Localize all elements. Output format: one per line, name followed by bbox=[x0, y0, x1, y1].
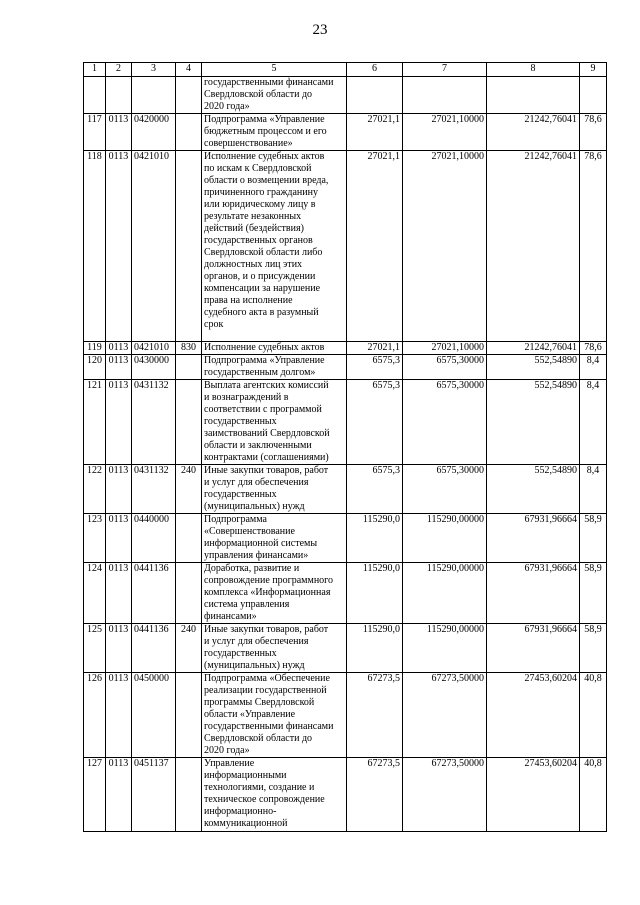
planned-amount-cell: 6575,3 bbox=[347, 465, 403, 514]
executed-amount-cell: 67931,96664 bbox=[487, 514, 580, 563]
execution-percent-cell: 78,6 bbox=[580, 342, 607, 355]
execution-percent-cell: 58,9 bbox=[580, 514, 607, 563]
description-line: техническое сопровождение bbox=[204, 794, 325, 805]
row-number-cell: 118 bbox=[84, 151, 106, 342]
execution-percent-cell: 40,8 bbox=[580, 758, 607, 832]
description-line: причиненного гражданину bbox=[204, 187, 318, 198]
description-line: 2020 года» bbox=[204, 101, 250, 112]
page-number: 23 bbox=[312, 22, 328, 38]
description-line: государственным долгом» bbox=[204, 367, 316, 378]
target-article-cell: 0440000 bbox=[132, 514, 176, 563]
planned-amount-cell bbox=[347, 77, 403, 114]
executed-amount-cell: 67931,96664 bbox=[487, 624, 580, 673]
target-article-cell: 0430000 bbox=[132, 355, 176, 380]
table-row bbox=[84, 673, 607, 758]
executed-amount-cell: 552,54890 bbox=[487, 355, 580, 380]
table-row bbox=[84, 465, 607, 514]
executed-amount-cell: 67931,96664 bbox=[487, 563, 580, 624]
description-line: и услуг для обеспечения bbox=[204, 636, 309, 647]
column-number: 8 bbox=[487, 63, 580, 77]
table-row bbox=[84, 77, 607, 114]
description-line: компенсации за нарушение bbox=[204, 283, 321, 294]
planned-amount-cell: 67273,5 bbox=[347, 673, 403, 758]
planned-amount-cell: 6575,3 bbox=[347, 355, 403, 380]
target-article-cell: 0431132 bbox=[132, 465, 176, 514]
description-line: Исполнение судебных актов bbox=[204, 151, 325, 162]
description-line: государственных органов bbox=[204, 235, 313, 246]
description-line: «Совершенствование bbox=[204, 526, 295, 537]
description-cell bbox=[202, 355, 347, 380]
revised-amount-cell: 115290,00000 bbox=[403, 514, 487, 563]
execution-percent-cell: 8,4 bbox=[580, 355, 607, 380]
executed-amount-cell bbox=[487, 77, 580, 114]
table-row bbox=[84, 563, 607, 624]
target-article-cell bbox=[132, 77, 176, 114]
expense-type-cell bbox=[176, 114, 202, 151]
expense-type-cell bbox=[176, 380, 202, 465]
column-number: 7 bbox=[403, 63, 487, 77]
planned-amount-cell: 115290,0 bbox=[347, 514, 403, 563]
description-cell bbox=[202, 465, 347, 514]
description-line: коммуникационной bbox=[204, 818, 288, 829]
description-cell bbox=[202, 114, 347, 151]
row-number-cell: 124 bbox=[84, 563, 106, 624]
row-number-cell: 122 bbox=[84, 465, 106, 514]
description-cell bbox=[202, 673, 347, 758]
row-number-cell: 123 bbox=[84, 514, 106, 563]
table-row bbox=[84, 355, 607, 380]
section-code-cell: 0113 bbox=[106, 355, 132, 380]
executed-amount-cell: 21242,76041 bbox=[487, 114, 580, 151]
expense-type-cell bbox=[176, 77, 202, 114]
table-row bbox=[84, 514, 607, 563]
expense-type-cell: 830 bbox=[176, 342, 202, 355]
description-line: государственных bbox=[204, 648, 277, 659]
description-line: сопровождение программного bbox=[204, 575, 334, 586]
description-line: судебного акта в разумный bbox=[204, 307, 319, 318]
description-line: срок bbox=[204, 319, 224, 330]
section-code-cell: 0113 bbox=[106, 624, 132, 673]
description-line: Свердловской области либо bbox=[204, 247, 323, 258]
table-row bbox=[84, 758, 607, 832]
description-line: органов, и о присуждении bbox=[204, 271, 316, 282]
revised-amount-cell: 27021,10000 bbox=[403, 151, 487, 342]
section-code-cell: 0113 bbox=[106, 114, 132, 151]
row-number-cell: 127 bbox=[84, 758, 106, 832]
execution-percent-cell: 8,4 bbox=[580, 380, 607, 465]
revised-amount-cell: 115290,00000 bbox=[403, 624, 487, 673]
planned-amount-cell: 115290,0 bbox=[347, 624, 403, 673]
description-line: комплекса «Информационная bbox=[204, 587, 331, 598]
description-line: финансами» bbox=[204, 611, 257, 622]
executed-amount-cell: 27453,60204 bbox=[487, 758, 580, 832]
description-cell bbox=[202, 151, 347, 342]
execution-percent-cell: 8,4 bbox=[580, 465, 607, 514]
description-line: Подпрограмма bbox=[204, 514, 267, 525]
expense-type-cell bbox=[176, 514, 202, 563]
table-row bbox=[84, 151, 607, 342]
target-article-cell: 0450000 bbox=[132, 673, 176, 758]
revised-amount-cell: 67273,50000 bbox=[403, 758, 487, 832]
execution-percent-cell bbox=[580, 77, 607, 114]
table-row bbox=[84, 624, 607, 673]
section-code-cell: 0113 bbox=[106, 342, 132, 355]
expense-type-cell bbox=[176, 355, 202, 380]
expense-type-cell bbox=[176, 673, 202, 758]
description-cell bbox=[202, 77, 347, 114]
column-number: 3 bbox=[132, 63, 176, 77]
section-code-cell: 0113 bbox=[106, 563, 132, 624]
description-line: информационными bbox=[204, 770, 287, 781]
table-row bbox=[84, 114, 607, 151]
expense-type-cell bbox=[176, 758, 202, 832]
expense-type-cell bbox=[176, 151, 202, 342]
row-number-cell: 119 bbox=[84, 342, 106, 355]
description-line: Иные закупки товаров, работ bbox=[204, 465, 329, 476]
description-line: области и заключенными bbox=[204, 440, 312, 451]
description-line: государственными финансами bbox=[204, 77, 334, 88]
description-line: должностных лиц этих bbox=[204, 259, 303, 270]
target-article-cell: 0420000 bbox=[132, 114, 176, 151]
description-line: Управление bbox=[204, 758, 255, 769]
description-line: информационно- bbox=[204, 806, 277, 817]
description-line: программы Свердловской bbox=[204, 697, 315, 708]
expense-type-cell: 240 bbox=[176, 465, 202, 514]
planned-amount-cell: 27021,1 bbox=[347, 342, 403, 355]
description-line: бюджетным процессом и его bbox=[204, 126, 327, 137]
section-code-cell: 0113 bbox=[106, 514, 132, 563]
description-line: Свердловской области до bbox=[204, 89, 313, 100]
description-line: заимствований Свердловской bbox=[204, 428, 330, 439]
description-line: или юридическому лицу в bbox=[204, 199, 316, 210]
executed-amount-cell: 21242,76041 bbox=[487, 151, 580, 342]
section-code-cell: 0113 bbox=[106, 758, 132, 832]
section-code-cell: 0113 bbox=[106, 465, 132, 514]
target-article-cell: 0441136 bbox=[132, 563, 176, 624]
description-line: Выплата агентских комиссий bbox=[204, 380, 329, 391]
revised-amount-cell: 27021,10000 bbox=[403, 342, 487, 355]
planned-amount-cell: 6575,3 bbox=[347, 380, 403, 465]
expense-type-cell bbox=[176, 563, 202, 624]
description-line: Подпрограмма «Управление bbox=[204, 114, 325, 125]
description-line: государственными финансами bbox=[204, 721, 334, 732]
description-line: реализации государственной bbox=[204, 685, 327, 696]
execution-percent-cell: 78,6 bbox=[580, 114, 607, 151]
execution-percent-cell: 40,8 bbox=[580, 673, 607, 758]
row-number-cell: 125 bbox=[84, 624, 106, 673]
description-cell bbox=[202, 624, 347, 673]
revised-amount-cell: 67273,50000 bbox=[403, 673, 487, 758]
description-line: результате незаконных bbox=[204, 211, 302, 222]
description-line: по искам к Свердловской bbox=[204, 163, 312, 174]
description-line: и услуг для обеспечения bbox=[204, 477, 309, 488]
description-line: государственных bbox=[204, 489, 277, 500]
execution-percent-cell: 58,9 bbox=[580, 563, 607, 624]
column-number: 2 bbox=[106, 63, 132, 77]
planned-amount-cell: 27021,1 bbox=[347, 151, 403, 342]
description-line: Свердловской области до bbox=[204, 733, 313, 744]
description-line: области о возмещении вреда, bbox=[204, 175, 329, 186]
section-code-cell: 0113 bbox=[106, 380, 132, 465]
executed-amount-cell: 27453,60204 bbox=[487, 673, 580, 758]
section-code-cell bbox=[106, 77, 132, 114]
target-article-cell: 0421010 bbox=[132, 342, 176, 355]
description-line: действий (бездействия) bbox=[204, 223, 304, 234]
budget-table bbox=[83, 62, 607, 832]
description-line: Доработка, развитие и bbox=[204, 563, 300, 574]
row-number-cell bbox=[84, 77, 106, 114]
description-cell bbox=[202, 758, 347, 832]
revised-amount-cell: 115290,00000 bbox=[403, 563, 487, 624]
description-line: Иные закупки товаров, работ bbox=[204, 624, 329, 635]
executed-amount-cell: 552,54890 bbox=[487, 465, 580, 514]
column-number: 1 bbox=[84, 63, 106, 77]
description-line: соответствии с программой bbox=[204, 404, 322, 415]
revised-amount-cell: 6575,30000 bbox=[403, 355, 487, 380]
description-line: информационной системы bbox=[204, 538, 318, 549]
description-line: управления финансами» bbox=[204, 550, 309, 561]
column-number: 9 bbox=[580, 63, 607, 77]
planned-amount-cell: 115290,0 bbox=[347, 563, 403, 624]
row-number-cell: 117 bbox=[84, 114, 106, 151]
description-cell bbox=[202, 342, 347, 355]
description-line: Исполнение судебных актов bbox=[204, 342, 325, 353]
target-article-cell: 0441136 bbox=[132, 624, 176, 673]
description-line: совершенствование» bbox=[204, 138, 293, 149]
revised-amount-cell: 6575,30000 bbox=[403, 465, 487, 514]
description-line: государственных bbox=[204, 416, 277, 427]
description-line: технологиями, создание и bbox=[204, 782, 315, 793]
row-number-cell: 121 bbox=[84, 380, 106, 465]
description-line: (муниципальных) нужд bbox=[204, 660, 305, 671]
revised-amount-cell: 27021,10000 bbox=[403, 114, 487, 151]
description-line: области «Управление bbox=[204, 709, 296, 720]
description-line: права на исполнение bbox=[204, 295, 293, 306]
row-number-cell: 126 bbox=[84, 673, 106, 758]
column-number-row bbox=[84, 63, 607, 77]
target-article-cell: 0421010 bbox=[132, 151, 176, 342]
target-article-cell: 0431132 bbox=[132, 380, 176, 465]
column-number: 6 bbox=[347, 63, 403, 77]
description-cell bbox=[202, 380, 347, 465]
description-line: Подпрограмма «Обеспечение bbox=[204, 673, 330, 684]
description-line: контрактами (соглашениями) bbox=[204, 452, 329, 463]
planned-amount-cell: 27021,1 bbox=[347, 114, 403, 151]
description-line: (муниципальных) нужд bbox=[204, 501, 305, 512]
executed-amount-cell: 21242,76041 bbox=[487, 342, 580, 355]
description-line: и вознаграждений в bbox=[204, 392, 289, 403]
column-number: 4 bbox=[176, 63, 202, 77]
description-line: система управления bbox=[204, 599, 290, 610]
expense-type-cell: 240 bbox=[176, 624, 202, 673]
table-row bbox=[84, 342, 607, 355]
revised-amount-cell bbox=[403, 77, 487, 114]
execution-percent-cell: 58,9 bbox=[580, 624, 607, 673]
executed-amount-cell: 552,54890 bbox=[487, 380, 580, 465]
planned-amount-cell: 67273,5 bbox=[347, 758, 403, 832]
description-line: 2020 года» bbox=[204, 745, 250, 756]
table-row bbox=[84, 380, 607, 465]
revised-amount-cell: 6575,30000 bbox=[403, 380, 487, 465]
section-code-cell: 0113 bbox=[106, 151, 132, 342]
section-code-cell: 0113 bbox=[106, 673, 132, 758]
column-number: 5 bbox=[202, 63, 347, 77]
description-line: Подпрограмма «Управление bbox=[204, 355, 325, 366]
table-body bbox=[84, 77, 607, 832]
target-article-cell: 0451137 bbox=[132, 758, 176, 832]
description-cell bbox=[202, 563, 347, 624]
row-number-cell: 120 bbox=[84, 355, 106, 380]
execution-percent-cell: 78,6 bbox=[580, 151, 607, 342]
description-cell bbox=[202, 514, 347, 563]
